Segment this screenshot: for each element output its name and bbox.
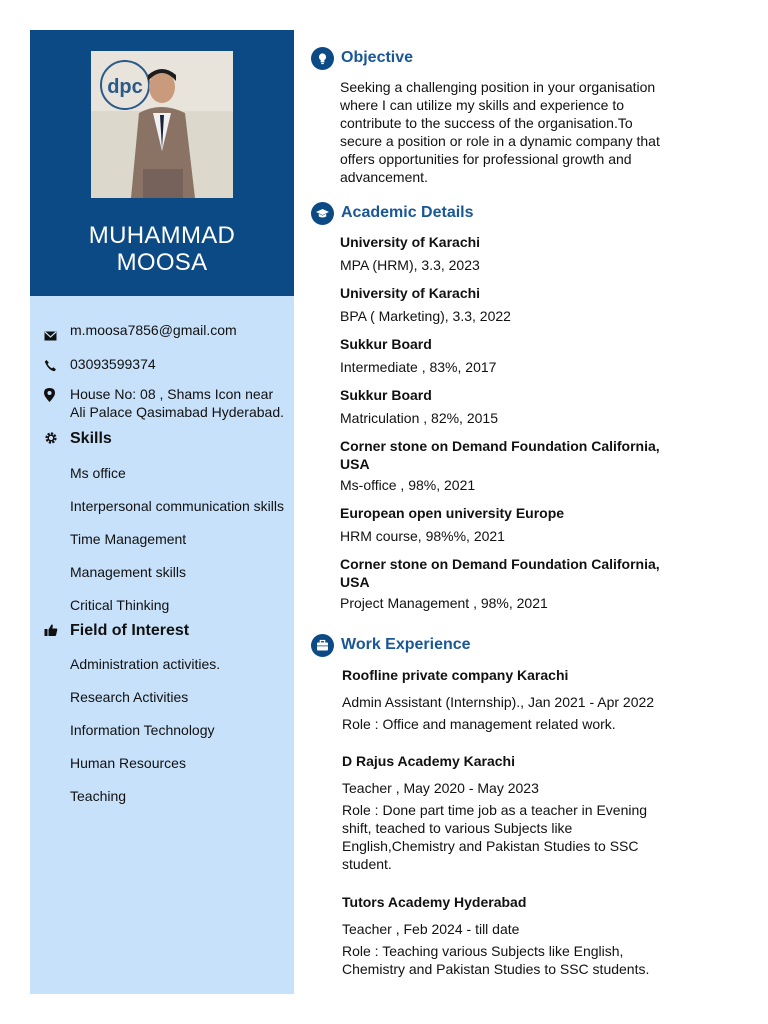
academic-heading-text: Academic Details [341,204,474,221]
academic-entry [340,386,680,427]
list-item: Management skills [70,564,186,580]
work-entry [342,666,672,733]
gear-icon [44,431,58,445]
graduation-cap-icon [311,202,334,225]
objective-line: secure a position or role in a dynamic company that [340,133,660,149]
list-item: Information Technology [70,722,215,738]
objective-text [340,78,680,186]
degree-detail: Project Management , 98%, 2021 [340,595,548,611]
degree-detail: MPA (HRM), 3.3, 2023 [340,257,480,273]
degree-detail: BPA ( Marketing), 3.3, 2022 [340,308,511,324]
objective-line: where I can utilize my skills and experience to [340,97,625,113]
name-first: MUHAMMAD [88,222,236,249]
sidebar-header [30,30,294,296]
list-item: Research Activities [70,689,189,705]
thumbs-up-icon [44,623,58,637]
list-item: Ms office [70,465,126,481]
company: D Rajus Academy Karachi [342,753,515,769]
phone-icon [44,358,58,372]
institution: Sukkur Board [340,336,432,352]
role-description: Role : Teaching various Subjects like English, Chemistry and Pakistan Studies to SSC students. [342,943,650,977]
company: Tutors Academy Hyderabad [342,894,527,910]
skills-heading-text: Skills [70,430,112,447]
profile-photo [91,51,233,198]
academic-entry [340,504,680,545]
skills-list [70,464,284,629]
objective-line: advancement. [340,169,428,185]
academic-list [340,233,680,622]
objective-line: contribute to the success of the organisation.To [340,115,633,131]
company: Roofline private company Karachi [342,667,569,683]
list-item: Time Management [70,531,187,547]
interests-heading-text: Field of Interest [70,622,190,639]
institution: Sukkur Board [340,387,432,403]
academic-entry [340,233,680,274]
degree-detail: Intermediate , 83%, 2017 [340,359,497,375]
address-line-1: House No: 08 , Shams Icon near [70,386,274,402]
envelope-icon [44,327,58,341]
academic-entry [340,284,680,325]
degree-detail: HRM course, 98%%, 2021 [340,528,505,544]
institution: University of Karachi [340,234,481,250]
list-item: Teaching [70,788,127,804]
briefcase-icon [311,634,334,657]
position: Admin Assistant (Internship)., Jan 2021 - Apr 2022 [342,694,655,710]
institution: European open university Europe [340,505,565,521]
list-item: Interpersonal communication skills [70,498,284,514]
work-entry [342,752,672,873]
institution: University of Karachi [340,285,481,301]
map-pin-icon [44,388,58,402]
email-text: m.moosa7856@gmail.com [70,322,237,338]
position: Teacher , Feb 2024 - till date [342,921,520,937]
role-description: Role : Office and management related work. [342,716,616,732]
list-item: Human Resources [70,755,186,771]
list-item: Critical Thinking [70,597,170,613]
academic-entry [340,555,680,612]
objective-heading-text: Objective [341,49,414,66]
name-last: MOOSA [116,249,208,276]
candidate-name [30,222,294,276]
degree-detail: Matriculation , 82%, 2015 [340,410,498,426]
institution: Corner stone on Demand Foundation California, USA [340,556,660,590]
work-entry [342,893,672,978]
interests-list [70,655,220,820]
position: Teacher , May 2020 - May 2023 [342,780,539,796]
institution: Corner stone on Demand Foundation California, USA [340,438,660,472]
academic-entry [340,335,680,376]
academic-entry [340,437,680,494]
role-description: Role : Done part time job as a teacher in Evening shift, teached to various Subjects like English,Chemistry and Pakistan Studies to SSC student. [342,802,648,872]
phone-text: 03093599374 [70,356,156,372]
objective-line: offers opportunities for professional growth and [340,151,632,167]
objective-line: Seeking a challenging position in your organisation [340,79,656,95]
lightbulb-icon [311,47,334,70]
work-heading-text: Work Experience [341,636,471,653]
list-item: Administration activities. [70,656,221,672]
svg-text:dpc: dpc [107,76,143,98]
degree-detail: Ms-office , 98%, 2021 [340,477,476,493]
address-line-2: Ali Palace Qasimabad Hyderabad. [70,404,285,420]
